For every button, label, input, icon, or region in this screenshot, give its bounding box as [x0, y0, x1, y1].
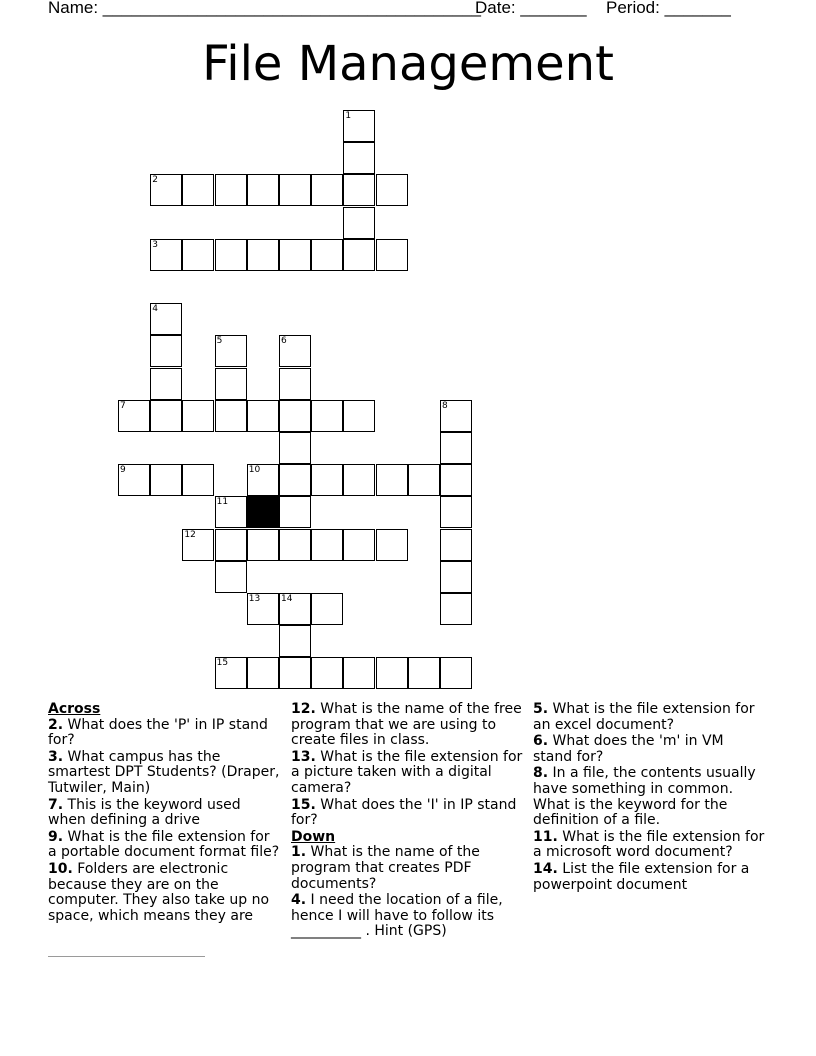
clue-down-6 — [533, 734, 765, 765]
clue-text: What campus has the smartest DPT Students? (Draper, Tutwiler, Main) — [48, 748, 280, 796]
crossword-cell[interactable] — [279, 657, 311, 689]
crossword-cell[interactable] — [343, 529, 375, 561]
cell-number: 13 — [248, 594, 261, 604]
crossword-cell[interactable] — [279, 496, 311, 528]
cell-number: 2 — [152, 175, 158, 186]
clue-number: 6. — [533, 733, 549, 750]
clue-text: What is the file extension for an excel document? — [533, 701, 755, 733]
clue-text: What is the file extension for a picture taken with a digital camera? — [291, 748, 523, 796]
clue-across-15 — [291, 798, 523, 829]
cell-number: 1 — [345, 111, 352, 121]
clues-column-2 — [291, 702, 523, 941]
clue-down-11 — [533, 830, 765, 861]
crossword-cell[interactable] — [150, 303, 182, 335]
clue-text: List the file extension for a powerpoint document — [533, 860, 750, 893]
clue-number: 7. — [48, 796, 64, 813]
crossword-cell[interactable] — [376, 174, 408, 206]
clue-number: 14. — [533, 860, 558, 877]
crossword-cell[interactable] — [118, 400, 150, 432]
crossword-cell[interactable] — [150, 335, 182, 367]
clue-down-4 — [291, 893, 523, 940]
crossword-cell[interactable] — [182, 174, 214, 206]
crossword-cell[interactable] — [279, 239, 311, 271]
clues-column-3 — [533, 702, 765, 894]
clue-down-14 — [533, 862, 765, 893]
crossword-cell[interactable] — [311, 239, 343, 271]
crossword-cell[interactable] — [150, 464, 182, 496]
clue-text: In a file, the contents usually have something in common. What is the keyword for the definition of a file. — [533, 765, 756, 829]
clue-number: 9. — [48, 828, 64, 845]
clue-number: 10. — [48, 860, 73, 877]
crossword-cell[interactable] — [182, 529, 214, 561]
clues-column-1 — [48, 702, 280, 925]
crossword-cell[interactable] — [247, 657, 279, 689]
clue-across-10 — [48, 862, 280, 924]
crossword-cell[interactable] — [279, 335, 311, 367]
crossword-cell[interactable] — [215, 368, 247, 400]
crossword-cell[interactable] — [215, 335, 247, 367]
crossword-cell[interactable] — [343, 239, 375, 271]
period-field[interactable]: Period: _______ — [606, 0, 731, 17]
crossword-cell[interactable] — [182, 239, 214, 271]
crossword-cell[interactable] — [150, 239, 182, 271]
crossword-cell[interactable] — [247, 174, 279, 206]
clue-number: 12. — [291, 701, 316, 717]
clue-across-7 — [48, 798, 280, 829]
crossword-cell[interactable] — [118, 464, 150, 496]
clue-number: 4. — [291, 892, 307, 909]
cell-number: 5 — [216, 336, 223, 347]
crossword-cell[interactable] — [279, 174, 311, 206]
clue-across-12 — [291, 702, 523, 749]
crossword-cell[interactable] — [440, 657, 472, 689]
crossword-cell[interactable] — [408, 657, 440, 689]
crossword-cell[interactable] — [279, 464, 311, 496]
crossword-cell[interactable] — [343, 110, 375, 142]
clue-across-3 — [48, 750, 280, 797]
crossword-cell[interactable] — [215, 400, 247, 432]
clue-text: What is the name of the free program that we are using to create files in class. — [291, 701, 522, 749]
crossword-cell[interactable] — [376, 464, 408, 496]
crossword-block — [247, 496, 279, 528]
clue-down-1 — [291, 845, 523, 892]
crossword-cell[interactable] — [215, 657, 247, 689]
crossword-cell[interactable] — [440, 400, 472, 432]
clue-number: 8. — [533, 765, 549, 782]
clue-text: What does the 'I' in IP stand for? — [291, 796, 517, 829]
crossword-cell[interactable] — [343, 464, 375, 496]
down-heading: Down — [291, 828, 336, 845]
crossword-cell[interactable] — [279, 368, 311, 400]
crossword-cell[interactable] — [182, 400, 214, 432]
crossword-cell[interactable] — [150, 368, 182, 400]
crossword-cell[interactable] — [311, 464, 343, 496]
clue-text: I need the location of a file, hence I will have to follow its __________ . Hint (GPS) — [291, 892, 503, 940]
cell-number: 10 — [248, 465, 261, 476]
clue-text: Folders are electronic because they are on the computer. They also take up no space, which means they are — [48, 860, 270, 924]
crossword-cell[interactable] — [279, 432, 311, 464]
crossword-cell[interactable] — [376, 529, 408, 561]
crossword-cell[interactable] — [311, 657, 343, 689]
cell-number: 7 — [120, 400, 126, 411]
crossword-cell[interactable] — [247, 400, 279, 432]
crossword-cell[interactable] — [440, 529, 472, 561]
crossword-cell[interactable] — [440, 593, 472, 625]
crossword-cell[interactable] — [279, 529, 311, 561]
clue-text: This is the keyword used when defining a drive — [48, 796, 241, 829]
crossword-cell[interactable] — [215, 529, 247, 561]
crossword-cell[interactable] — [247, 239, 279, 271]
clue-number: 2. — [48, 716, 64, 733]
crossword-cell[interactable] — [279, 625, 311, 657]
crossword-cell[interactable] — [376, 239, 408, 271]
cell-number: 9 — [120, 465, 126, 476]
clue-number: 11. — [533, 828, 558, 845]
cell-number: 6 — [281, 336, 287, 347]
crossword-cell[interactable] — [311, 400, 343, 432]
crossword-cell[interactable] — [215, 174, 247, 206]
clue-text: What is the name of the program that creates PDF documents? — [291, 844, 480, 892]
crossword-cell[interactable] — [343, 142, 375, 174]
clue-down-8 — [533, 766, 765, 828]
crossword-cell[interactable] — [150, 174, 182, 206]
clue-text: What does the 'P' in IP stand for? — [48, 716, 268, 749]
crossword-cell[interactable] — [182, 464, 214, 496]
page-title: File Management — [202, 36, 614, 92]
clue-text: What is the file extension for a portable document format file? — [48, 828, 280, 861]
cell-number: 4 — [152, 304, 158, 315]
clue-across-13 — [291, 750, 523, 797]
crossword-cell[interactable] — [150, 400, 182, 432]
crossword-cell[interactable] — [247, 464, 279, 496]
crossword-cell[interactable] — [311, 174, 343, 206]
crossword-cell[interactable] — [343, 657, 375, 689]
crossword-cell[interactable] — [311, 593, 343, 625]
cell-number: 15 — [216, 658, 229, 669]
clue-number: 3. — [48, 748, 64, 765]
crossword-cell[interactable] — [343, 174, 375, 206]
crossword-cell[interactable] — [279, 400, 311, 432]
crossword-cell[interactable] — [247, 593, 279, 625]
across-heading: Across — [48, 701, 101, 717]
crossword-cell[interactable] — [440, 432, 472, 464]
clue-number: 15. — [291, 796, 316, 813]
name-field[interactable]: Name: ________________________________________ — [48, 0, 481, 17]
clue-text: What is the file extension for a microsoft word document? — [533, 828, 765, 861]
crossword-cell[interactable] — [376, 657, 408, 689]
cell-number: 3 — [152, 239, 158, 250]
crossword-cell[interactable] — [215, 239, 247, 271]
crossword-cell[interactable] — [440, 496, 472, 528]
crossword-cell[interactable] — [408, 464, 440, 496]
clue-number: 13. — [291, 748, 316, 765]
cell-number: 8 — [442, 400, 448, 411]
crossword-cell[interactable] — [311, 529, 343, 561]
crossword-cell[interactable] — [279, 593, 311, 625]
crossword-cell[interactable] — [440, 561, 472, 593]
clue-across-2 — [48, 718, 280, 749]
clue-number: 5. — [533, 701, 549, 717]
crossword-cell[interactable] — [215, 561, 247, 593]
cell-number: 11 — [216, 497, 229, 508]
crossword-cell[interactable] — [343, 207, 375, 239]
clue-down-5 — [533, 702, 765, 733]
clue-text: What does the 'm' in VM stand for? — [533, 733, 724, 765]
cell-number: 14 — [281, 594, 293, 604]
crossword-cell[interactable] — [215, 496, 247, 528]
crossword-cell[interactable] — [440, 464, 472, 496]
crossword-cell[interactable] — [247, 529, 279, 561]
cell-number: 12 — [184, 529, 196, 540]
clue-across-9 — [48, 830, 280, 861]
date-field[interactable]: Date: _______ — [475, 0, 587, 17]
answer-blank-line — [48, 956, 205, 957]
clue-number: 1. — [291, 844, 307, 861]
crossword-cell[interactable] — [343, 400, 375, 432]
